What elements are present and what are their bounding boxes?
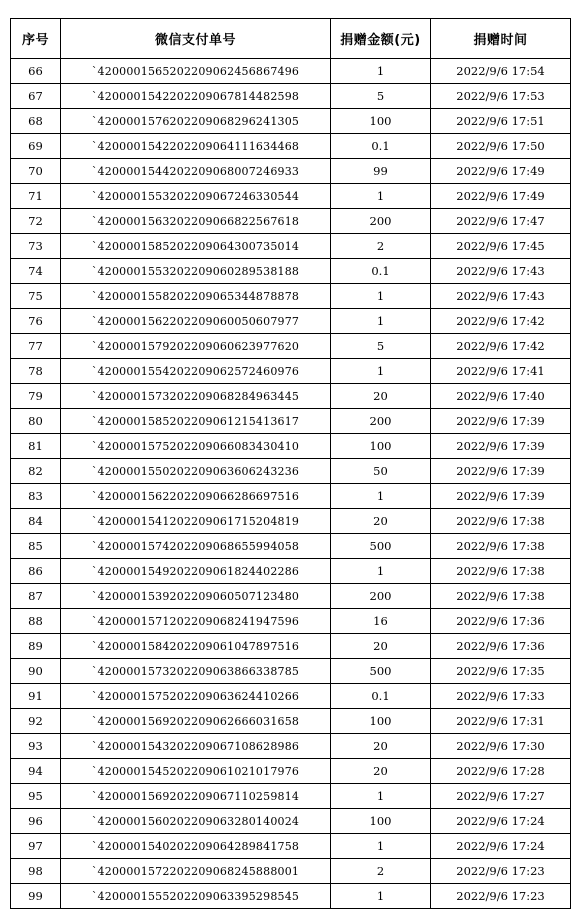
cell-amount: 100 xyxy=(331,709,431,734)
cell-index: 95 xyxy=(11,784,61,809)
header-donation-amount: 捐赠金额(元) xyxy=(331,19,431,59)
table-row xyxy=(11,309,571,334)
table-row xyxy=(11,834,571,859)
cell-order-no: `4200001541202209061715204819 xyxy=(61,509,331,534)
cell-index: 97 xyxy=(11,834,61,859)
cell-index: 84 xyxy=(11,509,61,534)
cell-amount: 5 xyxy=(331,334,431,359)
table-row xyxy=(11,709,571,734)
cell-time: 2022/9/6 17:42 xyxy=(431,309,571,334)
header-donation-time: 捐赠时间 xyxy=(431,19,571,59)
cell-index: 87 xyxy=(11,584,61,609)
cell-amount: 99 xyxy=(331,159,431,184)
cell-order-no: `4200001539202209060507123480 xyxy=(61,584,331,609)
table-row xyxy=(11,609,571,634)
cell-index: 73 xyxy=(11,234,61,259)
cell-order-no: `4200001554202209062572460976 xyxy=(61,359,331,384)
cell-amount: 2 xyxy=(331,859,431,884)
cell-amount: 20 xyxy=(331,759,431,784)
table-row xyxy=(11,284,571,309)
cell-order-no: `4200001560202209063280140024 xyxy=(61,809,331,834)
cell-time: 2022/9/6 17:41 xyxy=(431,359,571,384)
cell-time: 2022/9/6 17:38 xyxy=(431,584,571,609)
cell-amount: 0.1 xyxy=(331,259,431,284)
table-row xyxy=(11,659,571,684)
cell-order-no: `4200001585202209061215413617 xyxy=(61,409,331,434)
table-row xyxy=(11,784,571,809)
cell-order-no: `4200001549202209061824402286 xyxy=(61,559,331,584)
table-row xyxy=(11,884,571,909)
cell-time: 2022/9/6 17:43 xyxy=(431,259,571,284)
cell-amount: 20 xyxy=(331,634,431,659)
cell-time: 2022/9/6 17:24 xyxy=(431,834,571,859)
table-row xyxy=(11,334,571,359)
cell-order-no: `4200001569202209067110259814 xyxy=(61,784,331,809)
cell-order-no: `4200001575202209066083430410 xyxy=(61,434,331,459)
cell-index: 86 xyxy=(11,559,61,584)
cell-index: 80 xyxy=(11,409,61,434)
cell-order-no: `4200001542202209067814482598 xyxy=(61,84,331,109)
cell-index: 71 xyxy=(11,184,61,209)
table-row xyxy=(11,509,571,534)
table-row xyxy=(11,809,571,834)
table-row xyxy=(11,409,571,434)
cell-index: 74 xyxy=(11,259,61,284)
cell-index: 78 xyxy=(11,359,61,384)
cell-amount: 1 xyxy=(331,309,431,334)
cell-index: 91 xyxy=(11,684,61,709)
cell-order-no: `4200001543202209067108628986 xyxy=(61,734,331,759)
cell-order-no: `4200001569202209062666031658 xyxy=(61,709,331,734)
table-row xyxy=(11,84,571,109)
table-row xyxy=(11,159,571,184)
cell-order-no: `4200001574202209068655994058 xyxy=(61,534,331,559)
cell-amount: 100 xyxy=(331,109,431,134)
cell-amount: 200 xyxy=(331,584,431,609)
cell-time: 2022/9/6 17:36 xyxy=(431,634,571,659)
cell-amount: 500 xyxy=(331,534,431,559)
cell-order-no: `4200001550202209063606243236 xyxy=(61,459,331,484)
table-row xyxy=(11,759,571,784)
table-row xyxy=(11,359,571,384)
header-row xyxy=(11,19,571,59)
table-row xyxy=(11,184,571,209)
cell-time: 2022/9/6 17:50 xyxy=(431,134,571,159)
cell-amount: 0.1 xyxy=(331,684,431,709)
cell-amount: 100 xyxy=(331,434,431,459)
table-header xyxy=(11,19,571,59)
table-body xyxy=(11,59,571,909)
cell-index: 93 xyxy=(11,734,61,759)
cell-order-no: `4200001573202209068284963445 xyxy=(61,384,331,409)
table-row xyxy=(11,59,571,84)
cell-time: 2022/9/6 17:35 xyxy=(431,659,571,684)
cell-time: 2022/9/6 17:36 xyxy=(431,609,571,634)
cell-amount: 1 xyxy=(331,184,431,209)
cell-order-no: `4200001555202209063395298545 xyxy=(61,884,331,909)
cell-amount: 1 xyxy=(331,59,431,84)
cell-index: 98 xyxy=(11,859,61,884)
table-row xyxy=(11,234,571,259)
cell-index: 79 xyxy=(11,384,61,409)
cell-order-no: `4200001553202209067246330544 xyxy=(61,184,331,209)
table-row xyxy=(11,134,571,159)
table-row xyxy=(11,684,571,709)
cell-time: 2022/9/6 17:38 xyxy=(431,509,571,534)
cell-amount: 200 xyxy=(331,209,431,234)
cell-index: 81 xyxy=(11,434,61,459)
cell-index: 99 xyxy=(11,884,61,909)
cell-amount: 1 xyxy=(331,884,431,909)
cell-index: 85 xyxy=(11,534,61,559)
cell-time: 2022/9/6 17:54 xyxy=(431,59,571,84)
cell-order-no: `4200001553202209060289538188 xyxy=(61,259,331,284)
cell-time: 2022/9/6 17:38 xyxy=(431,534,571,559)
cell-order-no: `4200001558202209065344878878 xyxy=(61,284,331,309)
cell-order-no: `4200001571202209068241947596 xyxy=(61,609,331,634)
cell-time: 2022/9/6 17:28 xyxy=(431,759,571,784)
table-row xyxy=(11,484,571,509)
header-index: 序号 xyxy=(11,19,61,59)
cell-amount: 1 xyxy=(331,284,431,309)
cell-time: 2022/9/6 17:30 xyxy=(431,734,571,759)
cell-index: 76 xyxy=(11,309,61,334)
cell-amount: 200 xyxy=(331,409,431,434)
cell-amount: 1 xyxy=(331,784,431,809)
cell-amount: 2 xyxy=(331,234,431,259)
cell-index: 66 xyxy=(11,59,61,84)
table-row xyxy=(11,209,571,234)
donation-table xyxy=(10,18,571,909)
cell-time: 2022/9/6 17:39 xyxy=(431,434,571,459)
cell-index: 92 xyxy=(11,709,61,734)
cell-time: 2022/9/6 17:47 xyxy=(431,209,571,234)
cell-time: 2022/9/6 17:39 xyxy=(431,459,571,484)
cell-index: 88 xyxy=(11,609,61,634)
cell-index: 70 xyxy=(11,159,61,184)
table-row xyxy=(11,109,571,134)
cell-index: 83 xyxy=(11,484,61,509)
cell-order-no: `4200001542202209064111634468 xyxy=(61,134,331,159)
table-row xyxy=(11,434,571,459)
cell-order-no: `4200001576202209068296241305 xyxy=(61,109,331,134)
cell-amount: 500 xyxy=(331,659,431,684)
cell-time: 2022/9/6 17:38 xyxy=(431,559,571,584)
cell-index: 94 xyxy=(11,759,61,784)
cell-index: 77 xyxy=(11,334,61,359)
cell-order-no: `4200001565202209062456867496 xyxy=(61,59,331,84)
cell-index: 82 xyxy=(11,459,61,484)
cell-order-no: `4200001563202209066822567618 xyxy=(61,209,331,234)
cell-order-no: `4200001584202209061047897516 xyxy=(61,634,331,659)
header-wechat-pay-order-no: 微信支付单号 xyxy=(61,19,331,59)
cell-amount: 20 xyxy=(331,509,431,534)
cell-time: 2022/9/6 17:33 xyxy=(431,684,571,709)
cell-amount: 20 xyxy=(331,384,431,409)
table-row xyxy=(11,459,571,484)
cell-time: 2022/9/6 17:53 xyxy=(431,84,571,109)
cell-time: 2022/9/6 17:23 xyxy=(431,884,571,909)
cell-index: 89 xyxy=(11,634,61,659)
cell-time: 2022/9/6 17:39 xyxy=(431,409,571,434)
cell-order-no: `4200001562202209060050607977 xyxy=(61,309,331,334)
table-row xyxy=(11,584,571,609)
cell-time: 2022/9/6 17:39 xyxy=(431,484,571,509)
cell-time: 2022/9/6 17:49 xyxy=(431,159,571,184)
cell-amount: 50 xyxy=(331,459,431,484)
cell-order-no: `4200001562202209066286697516 xyxy=(61,484,331,509)
cell-order-no: `4200001545202209061021017976 xyxy=(61,759,331,784)
cell-order-no: `4200001573202209063866338785 xyxy=(61,659,331,684)
cell-amount: 5 xyxy=(331,84,431,109)
cell-amount: 16 xyxy=(331,609,431,634)
cell-index: 67 xyxy=(11,84,61,109)
table-row xyxy=(11,559,571,584)
cell-time: 2022/9/6 17:24 xyxy=(431,809,571,834)
cell-amount: 20 xyxy=(331,734,431,759)
cell-index: 96 xyxy=(11,809,61,834)
cell-time: 2022/9/6 17:45 xyxy=(431,234,571,259)
cell-time: 2022/9/6 17:23 xyxy=(431,859,571,884)
cell-time: 2022/9/6 17:42 xyxy=(431,334,571,359)
cell-time: 2022/9/6 17:49 xyxy=(431,184,571,209)
cell-amount: 1 xyxy=(331,834,431,859)
cell-order-no: `4200001575202209063624410266 xyxy=(61,684,331,709)
cell-index: 72 xyxy=(11,209,61,234)
table-row xyxy=(11,734,571,759)
cell-index: 90 xyxy=(11,659,61,684)
cell-amount: 0.1 xyxy=(331,134,431,159)
cell-order-no: `4200001579202209060623977620 xyxy=(61,334,331,359)
cell-amount: 100 xyxy=(331,809,431,834)
cell-order-no: `4200001585202209064300735014 xyxy=(61,234,331,259)
cell-amount: 1 xyxy=(331,359,431,384)
cell-order-no: `4200001540202209064289841758 xyxy=(61,834,331,859)
table-row xyxy=(11,534,571,559)
table-row xyxy=(11,634,571,659)
cell-time: 2022/9/6 17:51 xyxy=(431,109,571,134)
cell-amount: 1 xyxy=(331,559,431,584)
cell-time: 2022/9/6 17:27 xyxy=(431,784,571,809)
cell-order-no: `4200001544202209068007246933 xyxy=(61,159,331,184)
cell-index: 69 xyxy=(11,134,61,159)
cell-index: 75 xyxy=(11,284,61,309)
cell-time: 2022/9/6 17:40 xyxy=(431,384,571,409)
cell-amount: 1 xyxy=(331,484,431,509)
table-row xyxy=(11,384,571,409)
cell-time: 2022/9/6 17:31 xyxy=(431,709,571,734)
cell-order-no: `4200001572202209068245888001 xyxy=(61,859,331,884)
table-row xyxy=(11,259,571,284)
cell-time: 2022/9/6 17:43 xyxy=(431,284,571,309)
table-row xyxy=(11,859,571,884)
cell-index: 68 xyxy=(11,109,61,134)
